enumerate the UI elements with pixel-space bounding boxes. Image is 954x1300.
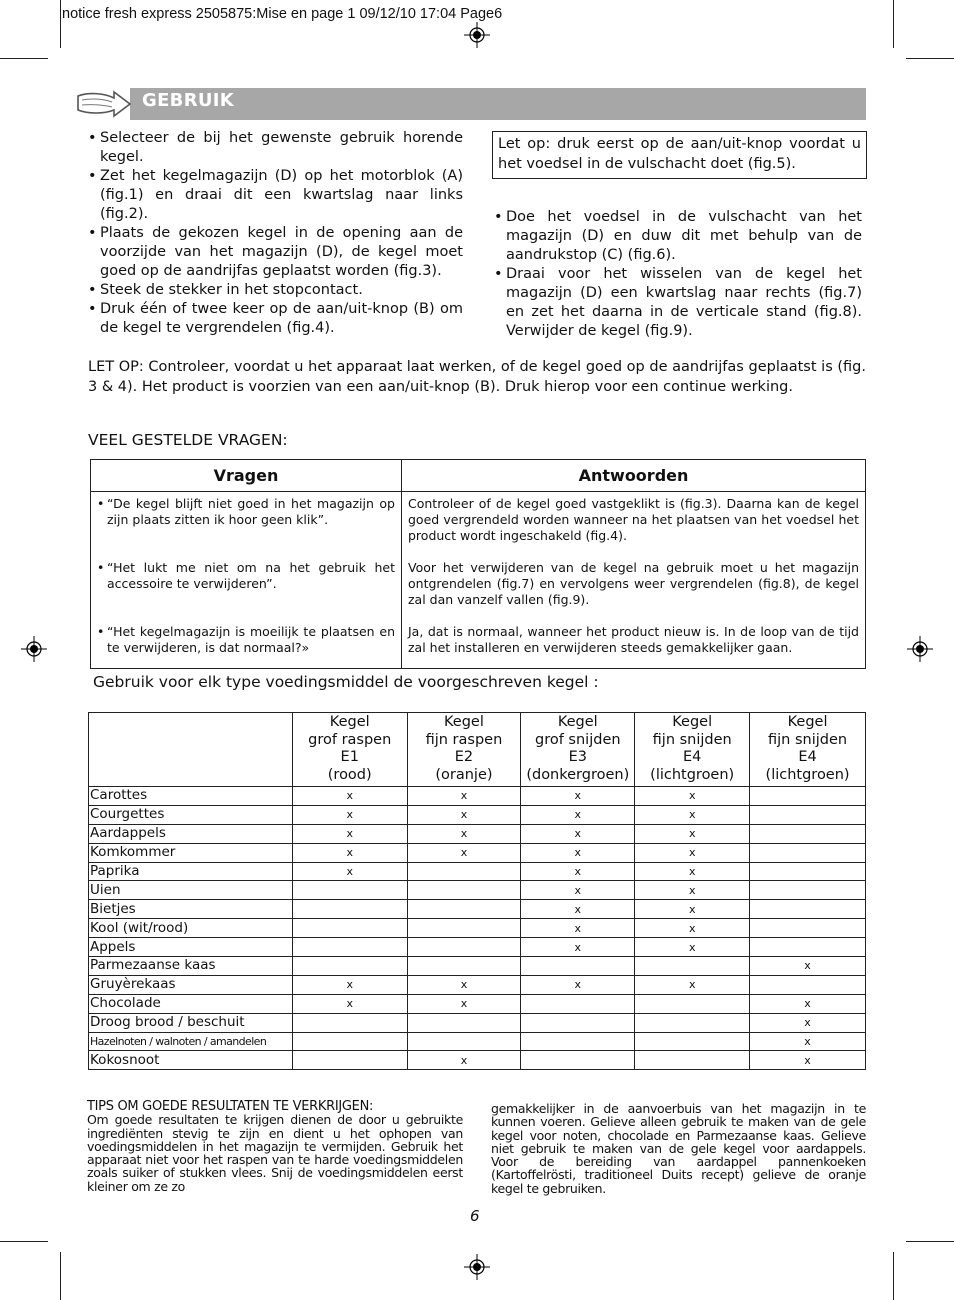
table-row: [89, 1032, 866, 1051]
cone-column-header: Kegel grof snijden E3 (donkergroen): [521, 713, 635, 787]
registration-mark-bottom: [464, 1254, 490, 1280]
cone-mark: [407, 900, 521, 919]
cone-mark: x: [292, 787, 407, 806]
cone-mark: x: [407, 1051, 521, 1070]
food-name: Paprika: [89, 862, 293, 881]
cone-mark: [635, 1051, 750, 1070]
cone-mark: x: [521, 881, 635, 900]
cone-table-title: Gebruik voor elk type voedingsmiddel de voorgeschreven kegel :: [93, 673, 599, 691]
cone-mark: x: [521, 787, 635, 806]
food-name: Droog brood / beschuit: [89, 1013, 293, 1032]
faq-question: • “Het lukt me niet om na het gebruik het accessoire te verwijderen”.: [97, 560, 395, 592]
section-header-bar: [130, 88, 866, 120]
cone-mark: [521, 1051, 635, 1070]
tips-right-text: gemakkelijker in de aanvoerbuis van het magazijn in te kunnen voeren. Gelieve alleen gebruik te maken van de gele kegel voor noten, chocolade en Parmezaanse kaas. Gelieve niet gebruik te maken van de gele kegel voor aardappels. Voor de bereiding van aardappel pannenkoeken (Kartoffelrösti, traditioneel Duits recept) gelieve de oranje kegel te gebruiken.: [491, 1101, 866, 1196]
cone-mark: x: [750, 1013, 866, 1032]
cone-mark: x: [635, 975, 750, 994]
cone-mark: x: [407, 824, 521, 843]
faq-title: VEEL GESTELDE VRAGEN:: [88, 431, 288, 449]
cone-mark: [292, 881, 407, 900]
cone-mark: x: [635, 900, 750, 919]
cone-mark: [750, 843, 866, 862]
cone-mark: [292, 919, 407, 938]
cone-mark: [750, 938, 866, 957]
cone-mark: x: [292, 862, 407, 881]
warning-paragraph: LET OP: Controleer, voordat u het apparaat laat werken, of de kegel goed op de aandrijfas geplaatst is (fig. 3 & 4). Het product is voorzien van een aan/uit-knop (B). Druk hierop voor een continue werking.: [88, 359, 866, 395]
cone-mark: x: [407, 805, 521, 824]
cone-mark: x: [292, 824, 407, 843]
food-name: Appels: [89, 938, 293, 957]
cone-column-header: Kegel fijn raspen E2 (oranje): [407, 713, 521, 787]
faq-table: [90, 459, 866, 669]
table-row: [89, 843, 866, 862]
cone-mark: [635, 957, 750, 976]
cone-mark: x: [292, 843, 407, 862]
faq-row: [91, 492, 866, 561]
tips-left: [87, 1100, 463, 1193]
cone-mark: x: [635, 824, 750, 843]
section-title: GEBRUIK: [142, 90, 235, 111]
cone-mark: [407, 1013, 521, 1032]
cone-header-empty: [89, 713, 293, 787]
usage-steps-left: [88, 129, 463, 338]
cone-mark: [635, 1032, 750, 1051]
page-number: 6: [470, 1207, 480, 1225]
cone-mark: [292, 1032, 407, 1051]
tips-title: TIPS OM GOEDE RESULTATEN TE VERKRIJGEN:: [87, 1099, 374, 1114]
cone-mark: [407, 881, 521, 900]
cone-mark: x: [750, 994, 866, 1013]
cone-mark: [292, 1051, 407, 1070]
cone-mark: x: [292, 994, 407, 1013]
cone-mark: x: [635, 862, 750, 881]
faq-question: • “De kegel blijft niet goed in het magazijn op zijn plaats zitten ik hoor geen klik”.: [97, 496, 395, 528]
faq-question: • “Het kegelmagazijn is moeilijk te plaatsen en te verwijderen, is dat normaal?»: [97, 624, 395, 656]
step-left-2: • Zet het kegelmagazijn (D) op het motorblok (A) (fig.1) en draai dit een kwartslag naar links (fig.2).: [88, 167, 463, 224]
cone-mark: [521, 957, 635, 976]
cone-mark: [750, 919, 866, 938]
table-row: [89, 862, 866, 881]
food-name: Carottes: [89, 787, 293, 806]
food-name: Kokosnoot: [89, 1051, 293, 1070]
cone-mark: x: [635, 843, 750, 862]
registration-mark-top: [464, 22, 490, 48]
cone-mark: [292, 1013, 407, 1032]
cone-mark: [635, 994, 750, 1013]
cone-mark: [750, 975, 866, 994]
cone-mark: [292, 900, 407, 919]
faq-header-answers: Antwoorden: [402, 460, 866, 492]
cone-mark: x: [521, 938, 635, 957]
table-row: [89, 1013, 866, 1032]
cone-mark: x: [521, 805, 635, 824]
table-row: [89, 805, 866, 824]
faq-answer: Voor het verwijderen van de kegel na gebruik moet u het magazijn ontgrendelen (fig.7) en vervolgens weer vergrendelen (fig.8), de kegel zal dan vanzelf vallen (fig.9).: [408, 560, 859, 607]
cone-column-header: Kegel fijn snijden E4 (lichtgroen): [750, 713, 866, 787]
food-name: Aardappels: [89, 824, 293, 843]
faq-row: [91, 624, 866, 669]
cone-mark: [292, 957, 407, 976]
food-name: Gruyèrekaas: [89, 975, 293, 994]
cone-mark: [750, 805, 866, 824]
cone-mark: x: [750, 1032, 866, 1051]
cone-mark: [750, 900, 866, 919]
tips-left-text: Om goede resultaten te krijgen dienen de door u gebruikte ingrediënten stevig te zijn en dient u het ophopen van voedingsmiddelen in het magazijn te vermijden. Gebruik het apparaat niet voor het raspen van te harde voedingsmiddelen zoals suiker of stukken vlees. Snij de voedingsmiddelen eerst kleiner om ze zo: [87, 1112, 463, 1194]
cone-mark: [635, 1013, 750, 1032]
cone-mark: x: [521, 975, 635, 994]
faq-header-questions: Vragen: [91, 460, 402, 492]
cone-mark: [521, 1032, 635, 1051]
food-name: Parmezaanse kaas: [89, 957, 293, 976]
table-row: [89, 881, 866, 900]
cone-mark: x: [407, 994, 521, 1013]
cone-mark: x: [521, 862, 635, 881]
cone-mark: x: [635, 881, 750, 900]
table-row: [89, 975, 866, 994]
step-left-4: • Steek de stekker in het stopcontact.: [88, 281, 463, 300]
table-row: [89, 900, 866, 919]
food-name: Chocolade: [89, 994, 293, 1013]
table-row: [89, 919, 866, 938]
cone-mark: [292, 938, 407, 957]
table-row: [89, 1051, 866, 1070]
table-row: [89, 994, 866, 1013]
cone-mark: x: [635, 787, 750, 806]
cone-mark: [407, 957, 521, 976]
cone-mark: [750, 881, 866, 900]
table-row: [89, 957, 866, 976]
hand-arrow-icon: [74, 84, 134, 124]
faq-row: [91, 560, 866, 624]
cone-column-header: Kegel grof raspen E1 (rood): [292, 713, 407, 787]
table-row: [89, 787, 866, 806]
cone-mark: [750, 824, 866, 843]
cone-mark: x: [292, 975, 407, 994]
step-left-3: • Plaats de gekozen kegel in de opening aan de voorzijde van het magazijn (D), de kegel moet goed op de aandrijfas geplaatst worden (fig.3).: [88, 224, 463, 281]
table-row: [89, 824, 866, 843]
step-right-2: • Draai voor het wisselen van de kegel het magazijn (D) een kwartslag naar rechts (fig.7) en zet het daarna in de verticale stand (fig.8). Verwijder de kegel (fig.9).: [494, 265, 862, 341]
table-row: [89, 938, 866, 957]
food-name: Courgettes: [89, 805, 293, 824]
cone-mark: x: [521, 919, 635, 938]
cone-mark: [750, 862, 866, 881]
food-name: Hazelnoten / walnoten / amandelen: [89, 1032, 293, 1051]
cone-mark: x: [407, 787, 521, 806]
cone-mark: [407, 938, 521, 957]
cone-column-header: Kegel fijn snijden E4 (lichtgroen): [635, 713, 750, 787]
cone-mark: [407, 1032, 521, 1051]
cone-mark: [750, 787, 866, 806]
cone-mark: [407, 919, 521, 938]
cone-mark: x: [407, 843, 521, 862]
faq-answer: Ja, dat is normaal, wanneer het product nieuw is. In de loop van de tijd zal het installeren en verwijderen steeds gemakkelijker gaan.: [408, 624, 859, 655]
cone-mark: x: [521, 843, 635, 862]
cone-mark: x: [635, 938, 750, 957]
registration-mark-right: [907, 636, 933, 662]
registration-mark-left: [21, 636, 47, 662]
faq-answer: Controleer of de kegel goed vastgeklikt is (fig.3). Daarna kan de kegel goed vergrendeld worden wanneer na het plaatsen van het voedsel het product wordt ingeschakeld (fig.4).: [408, 496, 859, 543]
food-name: Uien: [89, 881, 293, 900]
cone-mark: x: [521, 824, 635, 843]
food-name: Kool (wit/rood): [89, 919, 293, 938]
usage-steps-right: [494, 208, 862, 341]
cone-mark: x: [750, 957, 866, 976]
food-name: Bietjes: [89, 900, 293, 919]
print-slug: notice fresh express 2505875:Mise en page 1 09/12/10 17:04 Page6: [62, 6, 503, 22]
cone-mark: x: [635, 805, 750, 824]
step-right-1: • Doe het voedsel in de vulschacht van het magazijn (D) en duw dit met behulp van de aandrukstop (C) (fig.6).: [494, 208, 862, 265]
note-box: Let op: druk eerst op de aan/uit-knop voordat u het voedsel in de vulschacht doet (fig.5).: [492, 131, 867, 179]
cone-table: [88, 712, 866, 1070]
step-left-5: • Druk één of twee keer op de aan/uit-knop (B) om de kegel te vergrendelen (fig.4).: [88, 300, 463, 338]
cone-mark: x: [292, 805, 407, 824]
food-name: Komkommer: [89, 843, 293, 862]
cone-mark: [521, 994, 635, 1013]
cone-mark: [407, 862, 521, 881]
cone-mark: x: [750, 1051, 866, 1070]
cone-mark: x: [635, 919, 750, 938]
cone-mark: [521, 1013, 635, 1032]
cone-mark: x: [521, 900, 635, 919]
cone-mark: x: [407, 975, 521, 994]
step-left-1: • Selecteer de bij het gewenste gebruik horende kegel.: [88, 129, 463, 167]
